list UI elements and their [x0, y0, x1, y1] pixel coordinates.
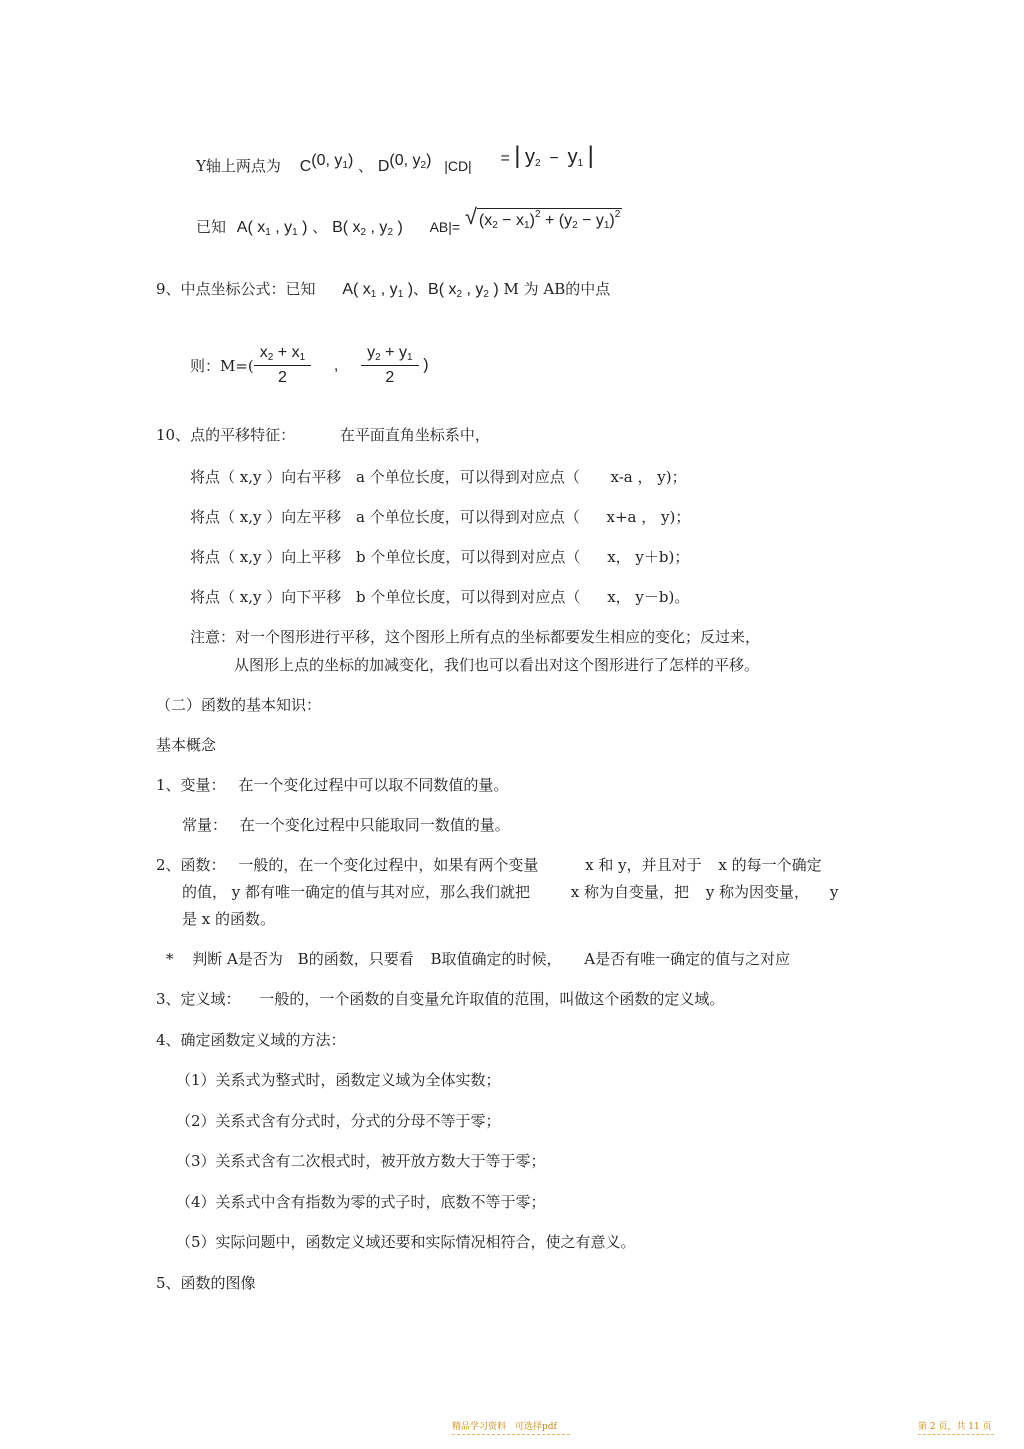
point-c-formula: C(0, $y_1$) — [299, 152, 354, 175]
shift-left-b: a 个单位长度，可以得到对应点（ — [356, 508, 580, 526]
separator: 、 — [312, 218, 328, 236]
judge-d: A是否有唯一确定的值与之对应 — [584, 950, 791, 968]
shift-left-a: 将点（ x,y ）向左平移 — [190, 508, 342, 526]
judge-star: * — [166, 950, 174, 968]
function-def-line-2 — [182, 881, 838, 902]
cd-formula: = | $y_2 - y_1$ | — [500, 142, 594, 169]
function-text-7: y — [829, 883, 839, 901]
translation-heading — [156, 424, 490, 445]
midpoint-y-fraction: $\frac{y_2 + y_1}{2}$ — [361, 344, 418, 387]
shift-up-a: 将点（ x,y ）向上平移 — [190, 548, 342, 566]
shift-up-line — [190, 546, 689, 567]
shift-left-c: x+a ， y)； — [606, 508, 691, 526]
shift-down-b: b 个单位长度，可以得到对应点（ — [356, 588, 581, 606]
separator: 、 — [358, 157, 374, 175]
close-paren: ) — [423, 356, 429, 374]
footer-page-number: 第 2 页，共 11 页 — [918, 1422, 992, 1432]
y-axis-prefix: Y轴上两点为 — [196, 157, 281, 175]
ab-distance-line — [196, 204, 622, 239]
method-3: （3）关系式含有二次根式时，被开放方数大于等于零； — [176, 1152, 546, 1170]
variable-label: 1、变量： — [156, 776, 226, 794]
basic-concepts-heading: 基本概念 — [156, 736, 217, 754]
function-text-4: 的值， y 都有唯一确定的值与其对应，那么我们就把 — [182, 883, 531, 901]
footer-dashed-rule — [452, 1434, 570, 1435]
shift-right-line — [190, 466, 687, 487]
shift-up-b: b 个单位长度，可以得到对应点（ — [356, 548, 581, 566]
comma: , — [333, 356, 339, 374]
method-5: （5）实际问题中，函数定义域还要和实际情况相符合，使之有意义。 — [176, 1233, 636, 1251]
variable-text: 在一个变化过程中可以取不同数值的量。 — [238, 776, 509, 794]
point-b-formula: B( $x_2$ , $y_2$ ) — [332, 219, 403, 238]
shift-up-c: x， y＋b)； — [607, 548, 690, 566]
constant-line — [182, 814, 510, 835]
note-line-1: 注意：对一个图形进行平移，这个图形上所有点的坐标都要发生相应的变化；反过来， — [190, 628, 761, 646]
function-graph-heading: 5、函数的图像 — [156, 1274, 256, 1292]
shift-right-b: a 个单位长度，可以得到对应点（ — [356, 468, 580, 486]
domain-text: 一般的，一个函数的自变量允许取值的范围，叫做这个函数的定义域。 — [259, 990, 725, 1008]
midpoint-formula — [190, 344, 429, 387]
variable-line — [156, 774, 508, 795]
shift-down-line — [190, 586, 689, 607]
cd-label: |CD| — [444, 158, 472, 174]
known-prefix: 已知 — [196, 218, 227, 236]
item9-suffix: M 为 AB的中点 — [503, 280, 611, 298]
method-1: （1）关系式为整式时，函数定义域为全体实数； — [176, 1071, 501, 1089]
function-text-6: y 称为因变量， — [705, 883, 810, 901]
y-axis-distance-line — [196, 142, 594, 178]
function-text-5: x 称为自变量，把 — [570, 883, 690, 901]
footer-center-text: 精品学习资料 可选择pdf — [452, 1422, 557, 1432]
midpoint-prefix: 则：M=( — [190, 357, 254, 375]
item10-label: 10、点的平移特征： — [156, 426, 296, 444]
midpoint-heading: 9、中点坐标公式：已知 A( $x_1$ , $y_1$ )、B( $x_2$ , $y_2$ ) M 为 AB的中点 — [156, 280, 611, 300]
constant-label: 常量： — [182, 816, 228, 834]
item9-label: 9、中点坐标公式：已知 — [156, 280, 316, 298]
function-text-1: 一般的，在一个变化过程中，如果有两个变量 — [238, 856, 539, 874]
shift-down-a: 将点（ x,y ）向下平移 — [190, 588, 342, 606]
note-line-2: 从图形上点的坐标的加减变化，我们也可以看出对这个图形进行了怎样的平移。 — [234, 656, 760, 674]
function-text-3: x 的每一个确定 — [718, 856, 822, 874]
domain-line — [156, 988, 724, 1009]
point-d-formula: D(0, $y_2$) — [377, 152, 432, 175]
shift-down-c: x， y－b)。 — [607, 588, 690, 606]
judge-line — [166, 948, 790, 969]
point-a-formula: A( $x_1$ , $y_1$ ) — [236, 219, 308, 238]
judge-b: B的函数，只要看 — [297, 950, 414, 968]
function-label: 2、函数： — [156, 856, 226, 874]
shift-right-a: 将点（ x,y ）向右平移 — [190, 468, 342, 486]
footer-dashed-rule-right — [918, 1434, 994, 1435]
section-heading: （二）函数的基本知识： — [156, 696, 322, 714]
domain-method-heading: 4、确定函数定义域的方法： — [156, 1031, 346, 1049]
midpoint-x-fraction: $\frac{x_2 + x_1}{2}$ — [254, 344, 311, 387]
shift-left-line — [190, 506, 690, 527]
judge-c: B取值确定的时候， — [430, 950, 562, 968]
item9-points: A( $x_1$ , $y_1$ ) — [342, 281, 414, 300]
method-4: （4）关系式中含有指数为零的式子时，底数不等于零； — [176, 1193, 546, 1211]
constant-text: 在一个变化过程中只能取同一数值的量。 — [239, 816, 510, 834]
domain-label: 3、定义域： — [156, 990, 241, 1008]
ab-label: AB|= — [429, 219, 461, 235]
shift-right-c: x-a ， y)； — [610, 468, 687, 486]
method-2: （2）关系式含有分式时，分式的分母不等于零； — [176, 1112, 501, 1130]
item10-text: 在平面直角坐标系中， — [339, 426, 490, 444]
judge-a: 判断 A是否为 — [192, 950, 283, 968]
ab-distance-formula: √ $(x_2 - x_1)^2 + (y_2 - y_1)^2$ — [464, 204, 621, 232]
function-def-line-3: 是 x 的函数。 — [182, 910, 275, 928]
function-def-line-1 — [156, 854, 822, 875]
function-text-2: x 和 y，并且对于 — [585, 856, 702, 874]
